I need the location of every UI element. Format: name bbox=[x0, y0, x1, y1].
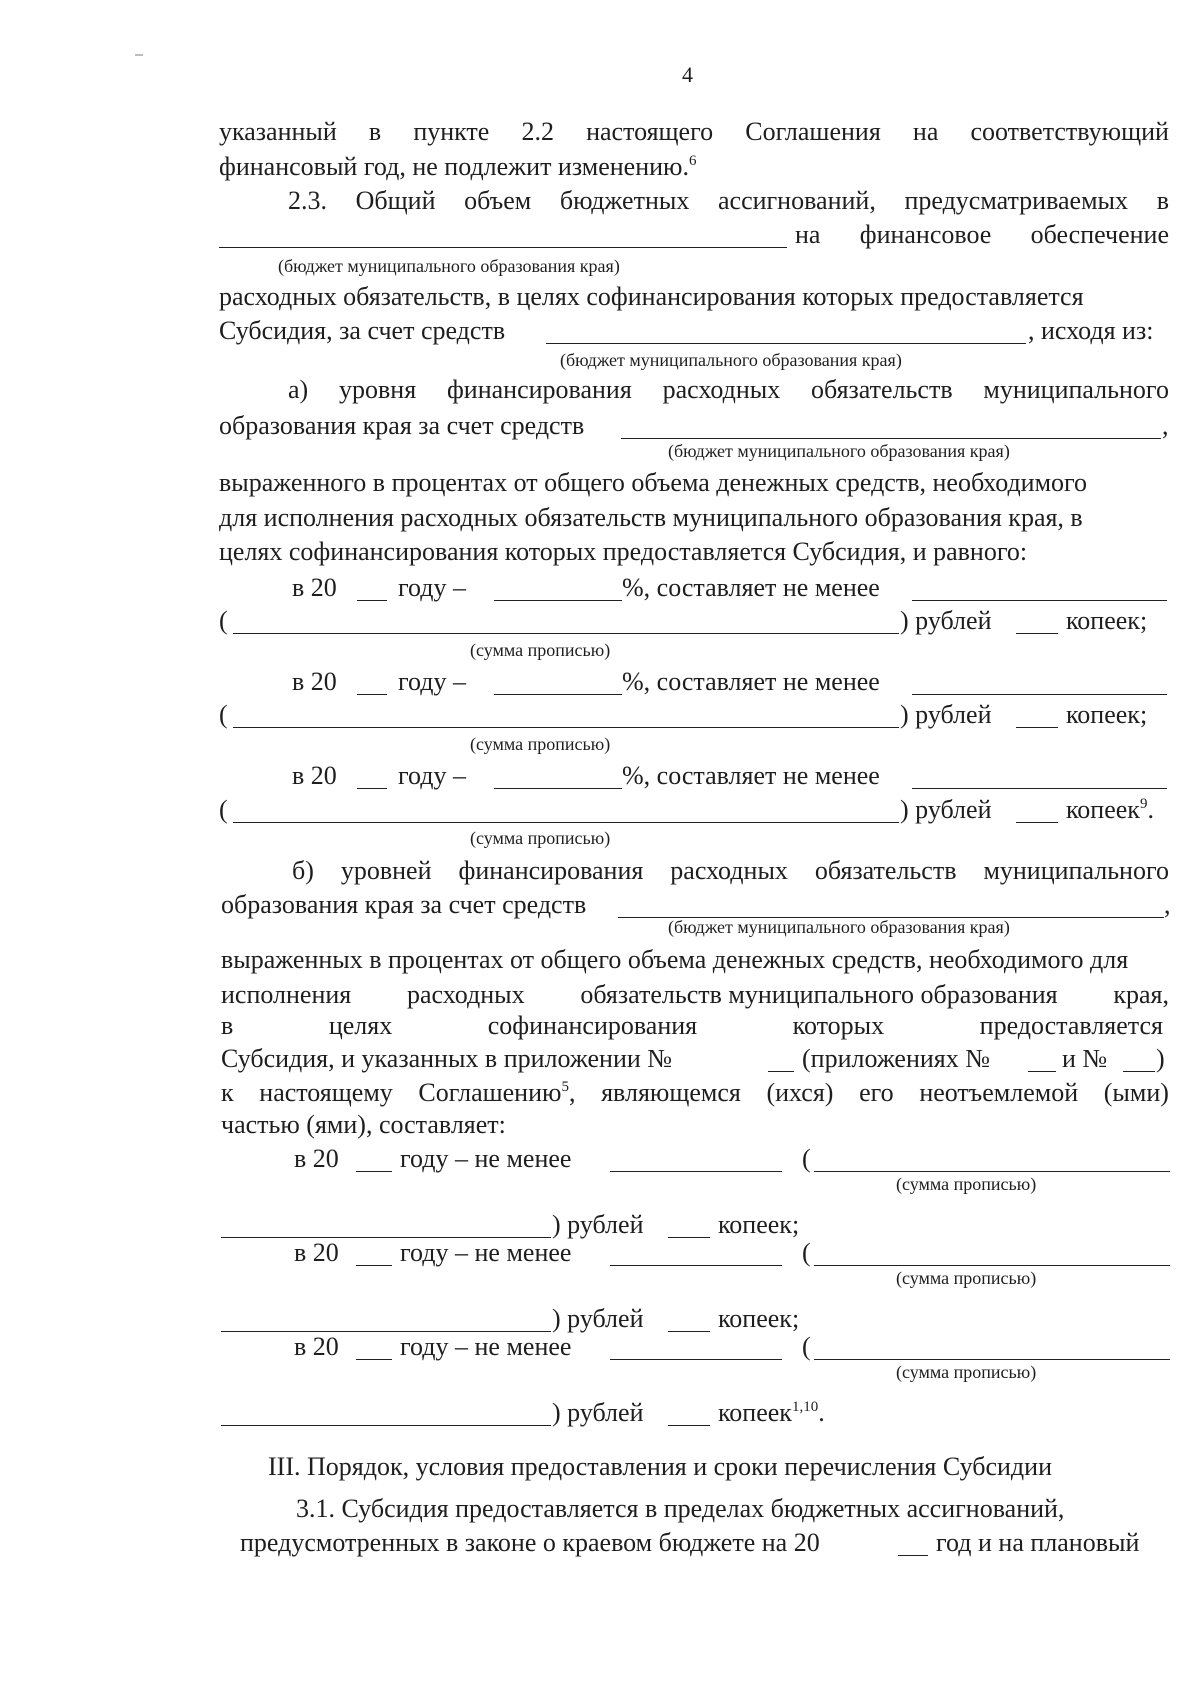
sa-row1-kop: копеек; bbox=[1066, 606, 1148, 635]
footnote-ref: 5 bbox=[561, 1079, 569, 1095]
word: расходных bbox=[670, 856, 788, 885]
section-3-title: III. Порядок, условия предоставления и сроки перечисления Субсидии bbox=[268, 1452, 1052, 1481]
blank-year bbox=[357, 788, 387, 789]
hint-sum-words: (сумма прописью) bbox=[896, 1268, 1037, 1288]
sa-row3-kop bbox=[1066, 795, 1154, 825]
sb-row3-kop bbox=[718, 1398, 825, 1428]
word: целях bbox=[328, 1011, 393, 1040]
footnote-ref: 9 bbox=[1139, 796, 1148, 812]
word: обязательств bbox=[811, 375, 953, 404]
word: края, bbox=[1113, 980, 1169, 1009]
word: в bbox=[368, 117, 382, 146]
blank-sum-words bbox=[814, 1265, 1170, 1266]
sb-year1-text: году – не менее bbox=[400, 1144, 572, 1173]
blank-sum-words bbox=[814, 1359, 1170, 1360]
hint-sum-words: (сумма прописью) bbox=[470, 640, 611, 660]
hint-budget-4: (бюджет муниципального образования края) bbox=[668, 917, 1010, 937]
word: предоставляется bbox=[979, 1011, 1163, 1040]
footnote-ref: 1,10 bbox=[791, 1399, 819, 1415]
word: расходных bbox=[406, 980, 525, 1009]
word: на bbox=[795, 220, 821, 249]
word: в bbox=[221, 1011, 234, 1040]
sb-year3-label: в 20 bbox=[294, 1332, 339, 1361]
word: настоящего bbox=[586, 117, 714, 146]
hint-budget-2: (бюджет муниципального образования края) bbox=[560, 350, 902, 370]
word: в bbox=[1156, 186, 1169, 215]
blank-budget-2 bbox=[546, 343, 1026, 344]
sa-row1-paren: ( bbox=[219, 606, 228, 635]
footnote-ref: 6 bbox=[688, 153, 697, 169]
word: 2.3. bbox=[288, 186, 327, 215]
blank-year bbox=[356, 1359, 392, 1360]
word: пункте bbox=[413, 117, 490, 146]
sa-year2-pct: %, составляет не менее bbox=[622, 667, 880, 696]
sb-line1 bbox=[292, 856, 1169, 886]
text: копеек bbox=[1066, 795, 1140, 824]
blank-sum-words bbox=[233, 822, 899, 823]
sa-row1-rub: ) рублей bbox=[900, 606, 992, 635]
blank-kopeks bbox=[1016, 727, 1058, 728]
sec3-line1: 3.1. Субсидия предоставляется в пределах бюджетных ассигнований, bbox=[296, 1494, 1065, 1523]
word: софинансирования bbox=[487, 1011, 698, 1040]
page-number: 4 bbox=[682, 62, 693, 87]
blank-amount bbox=[610, 1171, 782, 1172]
blank-amount bbox=[912, 788, 1167, 789]
blank-percent bbox=[494, 600, 622, 601]
word: объем bbox=[464, 186, 532, 215]
hint-sum-words: (сумма прописью) bbox=[896, 1174, 1037, 1194]
blank-sum-words bbox=[814, 1171, 1170, 1172]
sa-year3-text: году – bbox=[398, 761, 466, 790]
sa-year2-label: в 20 bbox=[292, 667, 337, 696]
word: к bbox=[221, 1078, 234, 1107]
sa-line5: целях софинансирования которых предоставляется Субсидия, и равного: bbox=[219, 537, 1028, 566]
sb-line8: частью (ями), составляет: bbox=[221, 1110, 506, 1139]
hint-sum-words: (сумма прописью) bbox=[896, 1362, 1037, 1382]
word: соответствующий bbox=[970, 117, 1169, 146]
sa-row3-paren: ( bbox=[219, 795, 228, 824]
text: . bbox=[818, 1398, 825, 1427]
text: , bbox=[568, 1078, 576, 1107]
sa-year1-label: в 20 bbox=[292, 573, 337, 602]
sa-row2-paren: ( bbox=[219, 700, 228, 729]
blank-year bbox=[357, 600, 387, 601]
sb-line6d: ) bbox=[1156, 1044, 1165, 1073]
sec3-line2a: предусмотренных в законе о краевом бюджете на 20 bbox=[240, 1528, 820, 1557]
blank-amount bbox=[610, 1265, 782, 1266]
word: предусматриваемых bbox=[904, 186, 1129, 215]
hint-sum-words: (сумма прописью) bbox=[470, 734, 611, 754]
word: обеспечение bbox=[1030, 220, 1169, 249]
blank-kopeks bbox=[668, 1425, 710, 1426]
sa-year1-text: году – bbox=[398, 573, 466, 602]
blank-kopeks bbox=[668, 1331, 710, 1332]
sb-year1-label: в 20 bbox=[294, 1144, 339, 1173]
sb-row1-kop: копеек; bbox=[718, 1210, 800, 1239]
blank-amount bbox=[610, 1359, 782, 1360]
sb-line5 bbox=[221, 1011, 1163, 1041]
sa-line2a: образования края за счет средств bbox=[219, 411, 585, 440]
word: Соглашения bbox=[745, 117, 881, 146]
blank-kopeks bbox=[1016, 633, 1058, 634]
word: б) bbox=[292, 856, 314, 885]
hint-sum-words: (сумма прописью) bbox=[470, 828, 611, 848]
word: неотъемлемой bbox=[919, 1078, 1079, 1107]
word: (ихся) bbox=[766, 1078, 834, 1107]
blank-appendix bbox=[768, 1071, 794, 1072]
sa-row3-rub: ) рублей bbox=[900, 795, 992, 824]
sa-line3: выраженного в процентах от общего объема денежных средств, необходимого bbox=[219, 468, 1088, 497]
sb-year3-paren: ( bbox=[802, 1332, 811, 1361]
hint-budget-3: (бюджет муниципального образования края) bbox=[668, 441, 1010, 461]
blank-appendix bbox=[1123, 1071, 1155, 1072]
hint-budget-1: (бюджет муниципального образования края) bbox=[278, 256, 620, 276]
sb-line6a: Субсидия, и указанных в приложении № bbox=[221, 1044, 673, 1073]
s23-line4b: , исходя из: bbox=[1028, 316, 1154, 345]
sa-line4: для исполнения расходных обязательств муниципального образования края, в bbox=[219, 503, 1083, 532]
blank-percent bbox=[494, 788, 622, 789]
word: указанный bbox=[219, 117, 337, 146]
blank-sum-words bbox=[233, 727, 899, 728]
blank-budget-1 bbox=[219, 247, 787, 248]
sb-line2a: образования края за счет средств bbox=[221, 890, 587, 919]
sb-line2b: , bbox=[1164, 890, 1171, 919]
word bbox=[418, 1078, 575, 1108]
sa-year3-pct: %, составляет не менее bbox=[622, 761, 880, 790]
word: (ыми) bbox=[1103, 1078, 1169, 1107]
blank-sum-words-cont bbox=[221, 1425, 551, 1426]
word: на bbox=[912, 117, 939, 146]
sb-row3-rub: ) рублей bbox=[552, 1398, 644, 1427]
sb-year2-paren: ( bbox=[802, 1238, 811, 1267]
word: финансовое bbox=[859, 220, 992, 249]
word: муниципального bbox=[983, 375, 1169, 404]
blank-year bbox=[898, 1555, 928, 1556]
blank-amount bbox=[912, 600, 1167, 601]
word: а) bbox=[288, 375, 309, 404]
word: муниципального bbox=[983, 856, 1169, 885]
word: Общий bbox=[355, 186, 436, 215]
word: финансирования bbox=[458, 856, 644, 885]
blank-budget-3 bbox=[621, 438, 1161, 439]
s23-line2 bbox=[795, 220, 1169, 250]
text: . bbox=[1147, 795, 1154, 824]
p1-line1 bbox=[219, 117, 1169, 147]
word: уровней bbox=[340, 856, 432, 885]
s23-line4a: Субсидия, за счет средств bbox=[219, 316, 506, 345]
word: исполнения bbox=[221, 980, 352, 1009]
sb-line6c: и № bbox=[1062, 1044, 1108, 1073]
blank-kopeks bbox=[668, 1237, 710, 1238]
sa-year1-pct: %, составляет не менее bbox=[622, 573, 880, 602]
sb-year3-text: году – не менее bbox=[400, 1332, 572, 1361]
word: настоящему bbox=[259, 1078, 393, 1107]
sa-line2b: , bbox=[1162, 411, 1169, 440]
sb-line3: выраженных в процентах от общего объема денежных средств, необходимого для bbox=[221, 945, 1129, 974]
sa-row2-rub: ) рублей bbox=[900, 700, 992, 729]
sb-line6b: (приложениях № bbox=[802, 1044, 991, 1073]
blank-percent bbox=[494, 694, 622, 695]
sb-row2-rub: ) рублей bbox=[552, 1304, 644, 1333]
sb-row1-rub: ) рублей bbox=[552, 1210, 644, 1239]
sa-year3-label: в 20 bbox=[292, 761, 337, 790]
sa-year2-text: году – bbox=[398, 667, 466, 696]
word: которых bbox=[792, 1011, 885, 1040]
word: являющемся bbox=[601, 1078, 741, 1107]
blank-kopeks bbox=[1016, 822, 1058, 823]
word: его bbox=[859, 1078, 894, 1107]
p1-line2 bbox=[219, 152, 696, 182]
sa-line1 bbox=[288, 375, 1169, 405]
sa-row2-kop: копеек; bbox=[1066, 700, 1148, 729]
s23-line3: расходных обязательств, в целях софинансирования которых предоставляется bbox=[219, 282, 1084, 311]
text: копеек bbox=[718, 1398, 792, 1427]
scan-speck bbox=[135, 54, 143, 56]
sb-line7 bbox=[221, 1078, 1169, 1108]
blank-year bbox=[356, 1171, 392, 1172]
s23-line1 bbox=[288, 186, 1169, 216]
word: расходных bbox=[662, 375, 781, 404]
word: бюджетных bbox=[559, 186, 690, 215]
word: 2.2 bbox=[521, 117, 554, 146]
sb-year1-paren: ( bbox=[802, 1144, 811, 1173]
sb-year2-text: году – не менее bbox=[400, 1238, 572, 1267]
blank-amount bbox=[912, 694, 1167, 695]
blank-year bbox=[356, 1265, 392, 1266]
word: ассигнований, bbox=[717, 186, 876, 215]
word: финансирования bbox=[446, 375, 632, 404]
sb-line4 bbox=[221, 980, 1169, 1010]
word: обязательств муниципального образования bbox=[580, 980, 1058, 1009]
sec3-line2b: год и на плановый bbox=[936, 1528, 1140, 1557]
sb-year2-label: в 20 bbox=[294, 1238, 339, 1267]
blank-appendix bbox=[1028, 1071, 1056, 1072]
word: уровня bbox=[339, 375, 417, 404]
text: Соглашению bbox=[418, 1078, 562, 1107]
blank-year bbox=[357, 694, 387, 695]
sb-row2-kop: копеек; bbox=[718, 1304, 800, 1333]
blank-sum-words bbox=[233, 633, 899, 634]
word: обязательств bbox=[814, 856, 957, 885]
text: финансовый год, не подлежит изменению. bbox=[219, 152, 689, 181]
